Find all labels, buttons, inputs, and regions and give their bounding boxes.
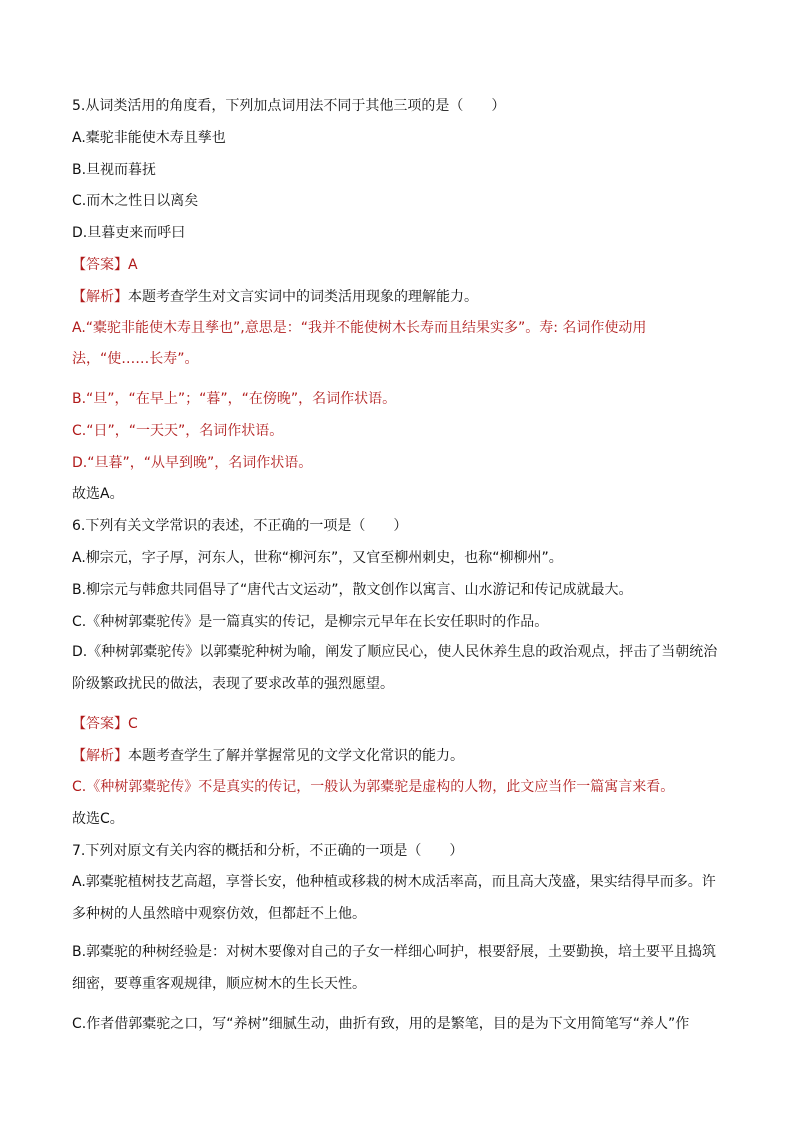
q5-detail-c: C.“日”，“一天天”，名词作状语。 — [72, 422, 284, 439]
q5-detail-d: D.“旦暮”，“从早到晚”，名词作状语。 — [72, 454, 313, 471]
q5-option-c: C.而木之性日以离矣 — [72, 193, 199, 210]
q7-option-c: C.作者借郭橐驼之口，写“养树”细腻生动，曲折有致，用的是繁笔，目的是为下文用简笔写“养人”作 — [72, 1015, 690, 1032]
q5-detail-a: A.“橐驼非能使木寿且孳也”,意思是：“我并不能使树木长寿而且结果实多”。寿: 名词作使动用法，“使……长寿”。 — [72, 319, 647, 368]
q5-option-d: D.旦暮吏来而呼曰 — [72, 225, 186, 242]
answer-tag: 【答案】 — [72, 715, 128, 732]
answer-value: A — [128, 256, 138, 273]
q6-option-a: A.柳宗元，字子厚，河东人，世称“柳河东”，又官至柳州刺史，也称“柳柳州”。 — [72, 549, 563, 566]
q6-conclusion: 故选C。 — [72, 811, 124, 828]
q6-option-d: D.《种树郭橐驼传》以郭橐驼种树为喻，阐发了顺应民心，使人民休养生息的政治观点，抨击了当朝统治阶级繁政扰民的做法，表现了要求改革的强烈愿望。 — [72, 644, 718, 693]
q5-analysis — [72, 288, 722, 306]
analysis-tag: 【解析】 — [72, 747, 128, 764]
question-5-stem: 5.从词类活用的角度看，下列加点词用法不同于其他三项的是（ ） — [72, 98, 506, 114]
question-6-stem: 6.下列有关文学常识的表述，不正确的一项是（ ） — [72, 518, 408, 535]
q7-option-a: A.郭橐驼植树技艺高超，享誉长安，他种植或移栽的树木成活率高，而且高大茂盛，果实结得早而多。许多种树的人虽然暗中观察仿效，但都赶不上他。 — [72, 873, 716, 922]
document-page — [72, 97, 722, 1046]
q6-option-c: C.《种树郭橐驼传》是一篇真实的传记，是柳宗元早年在长安任职时的作品。 — [72, 613, 549, 630]
q5-option-a: A.橐驼非能使木寿且孳也 — [72, 129, 226, 146]
analysis-text: 本题考查学生对文言实词中的词类活用现象的理解能力。 — [128, 288, 478, 305]
q5-option-b: B.旦视而暮抚 — [72, 161, 157, 178]
q6-analysis — [72, 747, 722, 765]
analysis-text: 本题考查学生了解并掌握常见的文学文化常识的能力。 — [128, 747, 464, 764]
q6-option-b: B.柳宗元与韩愈共同倡导了“唐代古文运动”，散文创作以寓言、山水游记和传记成就最大。 — [72, 581, 633, 598]
q7-option-b: B.郭橐驼的种树经验是：对树木要像对自己的子女一样细心呵护，根要舒展，土要勤换，培土要平且捣筑细密，要尊重客观规律，顺应树木的生长天性。 — [72, 944, 717, 992]
question-7-stem: 7.下列对原文有关内容的概括和分析，不正确的一项是（ ） — [72, 842, 464, 859]
q5-answer — [72, 256, 722, 274]
q6-detail-c: C.《种树郭橐驼传》不是真实的传记，一般认为郭橐驼是虚构的人物，此文应当作一篇寓言来看。 — [72, 779, 675, 796]
q6-answer — [72, 715, 722, 733]
q5-conclusion: 故选A。 — [72, 486, 124, 503]
answer-value: C — [128, 715, 138, 732]
answer-tag: 【答案】 — [72, 256, 128, 273]
analysis-tag: 【解析】 — [72, 288, 128, 305]
q5-detail-b: B.“旦”，“在早上”；“暮”，“在傍晚”，名词作状语。 — [72, 390, 397, 407]
